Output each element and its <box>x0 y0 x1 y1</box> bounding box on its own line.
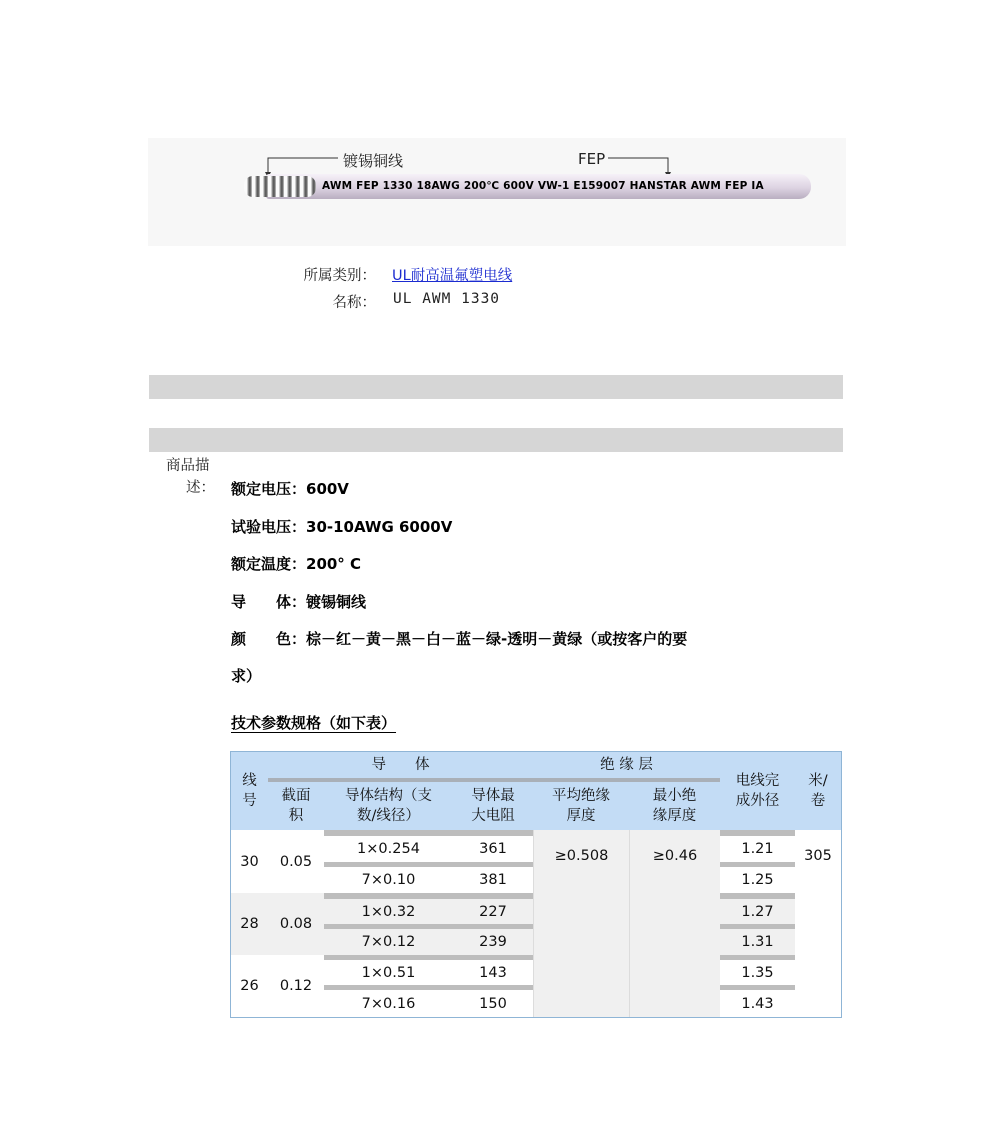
section-bar <box>149 375 843 399</box>
resistance-cell: 381 <box>453 867 533 893</box>
colors-spec-cont: 求） <box>231 667 262 685</box>
header-meters-per-roll: 米/ 卷 <box>795 752 841 830</box>
resistance-cell: 239 <box>453 929 533 955</box>
structure-cell: 7×0.16 <box>324 990 453 1017</box>
header-avg-thickness: 平均绝缘 厚度 <box>533 782 629 830</box>
test-voltage: 试验电压：30-10AWG 6000V <box>231 518 453 536</box>
rated-temperature: 额定温度：200° C <box>231 555 362 573</box>
name-label: 名称： <box>332 295 376 311</box>
description-label: 商品描 述： <box>166 458 215 496</box>
structure-cell: 1×0.254 <box>324 836 453 862</box>
diameter-cell: 1.35 <box>720 960 795 985</box>
gauge-cell: 28 <box>231 893 268 955</box>
header-resistance: 导体最 大电阻 <box>453 782 533 830</box>
category-link[interactable]: UL耐高温氟塑电线 <box>392 268 513 284</box>
header-conductor: 导 体 <box>268 752 533 778</box>
area-cell: 0.12 <box>268 955 324 1017</box>
colors-spec: 颜 色：棕－红－黄－黑－白－蓝－绿-透明－黄绿（或按客户的要 <box>231 630 688 648</box>
rated-voltage: 额定电压：600V <box>231 480 349 498</box>
conductor-spec: 导 体：镀锡铜线 <box>231 593 367 611</box>
conductor-callout-label: 镀锡铜线 <box>343 152 404 170</box>
diameter-cell: 1.21 <box>720 836 795 862</box>
header-min-thickness: 最小绝 缘厚度 <box>629 782 720 830</box>
product-name: UL AWM 1330 <box>393 291 501 307</box>
gauge-cell: 26 <box>231 955 268 1017</box>
gauge-cell: 30 <box>231 830 268 893</box>
diameter-cell: 1.43 <box>720 990 795 1017</box>
resistance-cell: 361 <box>453 836 533 862</box>
area-cell: 0.05 <box>268 830 324 893</box>
tinned-copper-conductor <box>244 176 316 197</box>
diameter-cell: 1.31 <box>720 929 795 955</box>
resistance-cell: 227 <box>453 899 533 924</box>
spec-table-title: 技术参数规格（如下表） <box>231 714 397 732</box>
meters-per-roll-cell: 305 <box>795 830 841 1017</box>
resistance-cell: 150 <box>453 990 533 1017</box>
resistance-cell: 143 <box>453 960 533 985</box>
insulation-callout-label: FEP <box>578 150 606 168</box>
area-cell: 0.08 <box>268 893 324 955</box>
header-area: 截面 积 <box>268 782 324 830</box>
structure-cell: 7×0.10 <box>324 867 453 893</box>
category-label: 所属类别： <box>303 268 376 284</box>
structure-cell: 1×0.51 <box>324 960 453 985</box>
header-outer-diameter: 电线完 成外径 <box>720 752 795 830</box>
section-bar <box>149 428 843 452</box>
diameter-cell: 1.25 <box>720 867 795 893</box>
cable-print-text: AWM FEP 1330 18AWG 200℃ 600V VW-1 E159007 HANSTAR AWM FEP IA <box>322 180 764 192</box>
header-insulation: 绝 缘 层 <box>533 752 720 778</box>
avg-thickness-cell: ≥0.508 <box>533 830 629 1017</box>
header-structure: 导体结构（支 数/线径） <box>324 782 453 830</box>
structure-cell: 7×0.12 <box>324 929 453 955</box>
spec-table <box>230 751 842 1018</box>
product-image <box>148 138 846 246</box>
structure-cell: 1×0.32 <box>324 899 453 924</box>
diameter-cell: 1.27 <box>720 899 795 924</box>
min-thickness-cell: ≥0.46 <box>629 830 720 1017</box>
header-gauge: 线 号 <box>231 752 268 830</box>
